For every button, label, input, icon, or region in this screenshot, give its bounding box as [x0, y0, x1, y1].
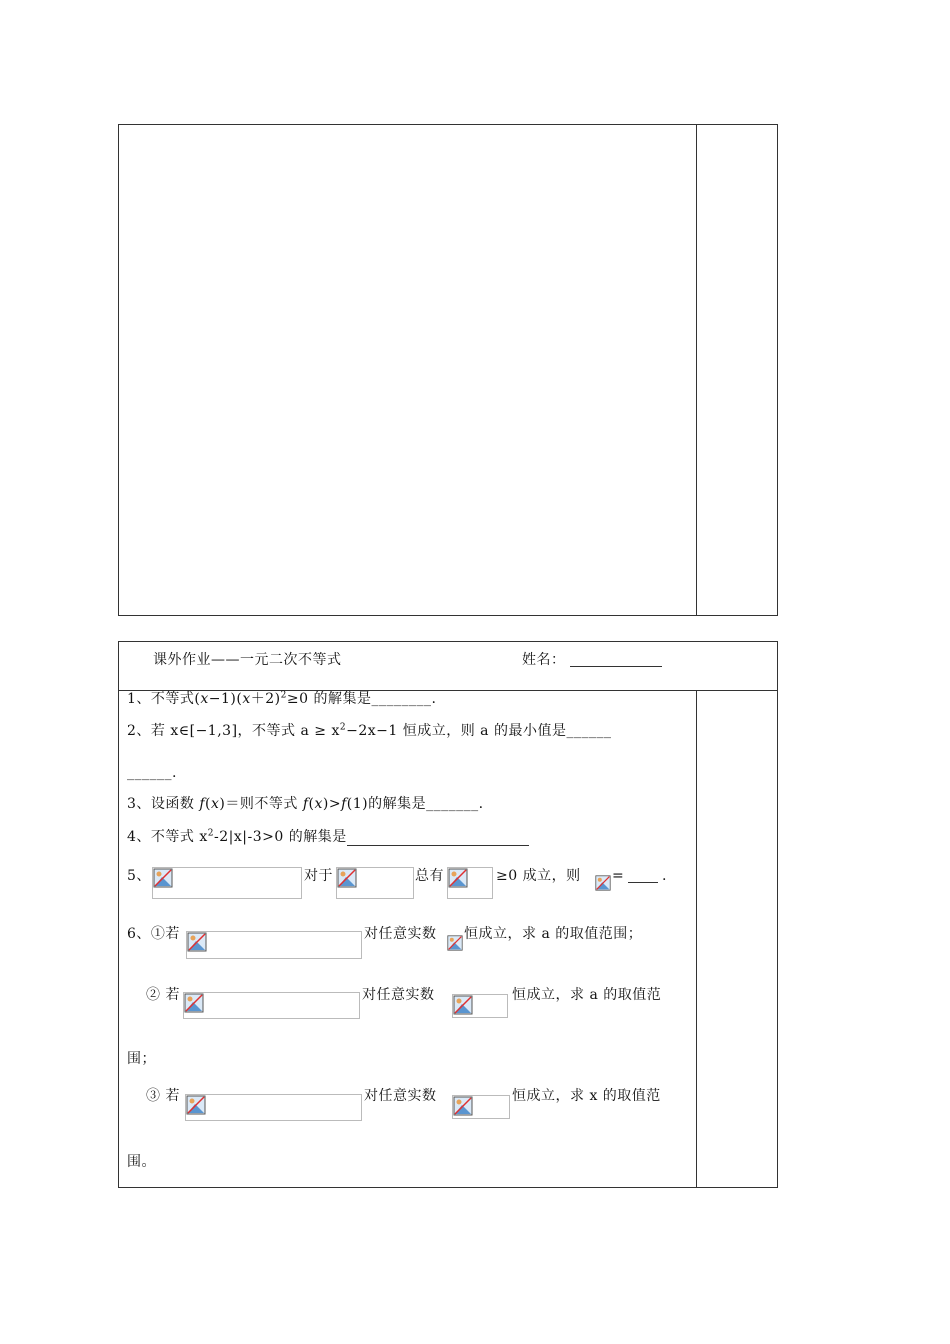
broken-image-icon: [186, 1095, 206, 1115]
answer-blank-3[interactable]: _______: [426, 796, 479, 812]
broken-image-icon: [453, 995, 473, 1015]
broken-image-icon: [595, 874, 611, 892]
broken-image-icon: [187, 932, 207, 952]
broken-image-icon: [448, 868, 468, 888]
question-1: 1、不等式$(x-1)(x+2)^2\ge 0$ 的解集是________.: [127, 690, 437, 707]
q5-end: .: [662, 868, 667, 884]
q5-geq: ≥0 成立，则: [496, 868, 581, 884]
formula-box: [185, 1094, 362, 1121]
q5-eq: =: [612, 868, 625, 884]
q6-part3-text-b: 恒成立，求 x 的取值范: [512, 1088, 661, 1104]
q6-part3-text-c: 围。: [127, 1154, 156, 1170]
q5-zong-you: 总有: [415, 868, 444, 884]
q6-part1-text: 对任意实数: [364, 926, 437, 942]
question-4: 4、不等式 $x^2-2|x|-3>0$ 的解集是: [127, 828, 529, 846]
formula-box: [152, 867, 302, 899]
q6-part2-text-b: 恒成立，求 a 的取值范: [512, 987, 662, 1003]
formula-box: [183, 992, 360, 1019]
question-5-number: 5、: [127, 868, 151, 884]
homework-table-divider: [696, 690, 697, 1188]
broken-image-icon: [153, 868, 173, 888]
answer-blank-4[interactable]: [347, 831, 529, 846]
broken-image-icon: [447, 934, 463, 952]
question-2-continued: ______.: [127, 765, 177, 781]
answer-blank-1[interactable]: ________: [371, 691, 432, 707]
q6-part1-text-b: 恒成立，求 a 的取值范围；: [464, 926, 643, 942]
q6-part3-text: 对任意实数: [364, 1088, 437, 1104]
homework-title: 课外作业——一元二次不等式: [153, 652, 342, 668]
broken-image-icon: [184, 993, 204, 1013]
q6-part2-text: 对任意实数: [362, 987, 435, 1003]
q6-part2-start: ② 若: [146, 987, 180, 1003]
question-3: 3、设函数 f(x)＝则不等式 f(x)>f(1)的解集是_______.: [127, 796, 484, 812]
name-label: 姓名：: [522, 652, 566, 668]
q5-dui-yu: 对于: [304, 868, 333, 884]
answer-blank-5[interactable]: [628, 868, 658, 883]
q6-part3-start: ③ 若: [146, 1088, 180, 1104]
question-6-number: 6、①若: [127, 926, 180, 942]
top-table-divider: [696, 124, 697, 616]
question-2: 2、若 x∈[−1,3]，不等式 $a \ge x^2-2x-1$ 恒成立，则 a 的最小值是______: [127, 722, 612, 739]
formula-box: [186, 931, 362, 959]
top-table: [118, 124, 778, 616]
broken-image-icon: [453, 1096, 473, 1116]
name-blank[interactable]: [570, 666, 662, 667]
broken-image-icon: [337, 868, 357, 888]
answer-blank-2a[interactable]: ______: [566, 723, 612, 739]
q6-part2-text-c: 围；: [127, 1051, 156, 1067]
answer-blank-2b[interactable]: ______: [127, 765, 172, 781]
